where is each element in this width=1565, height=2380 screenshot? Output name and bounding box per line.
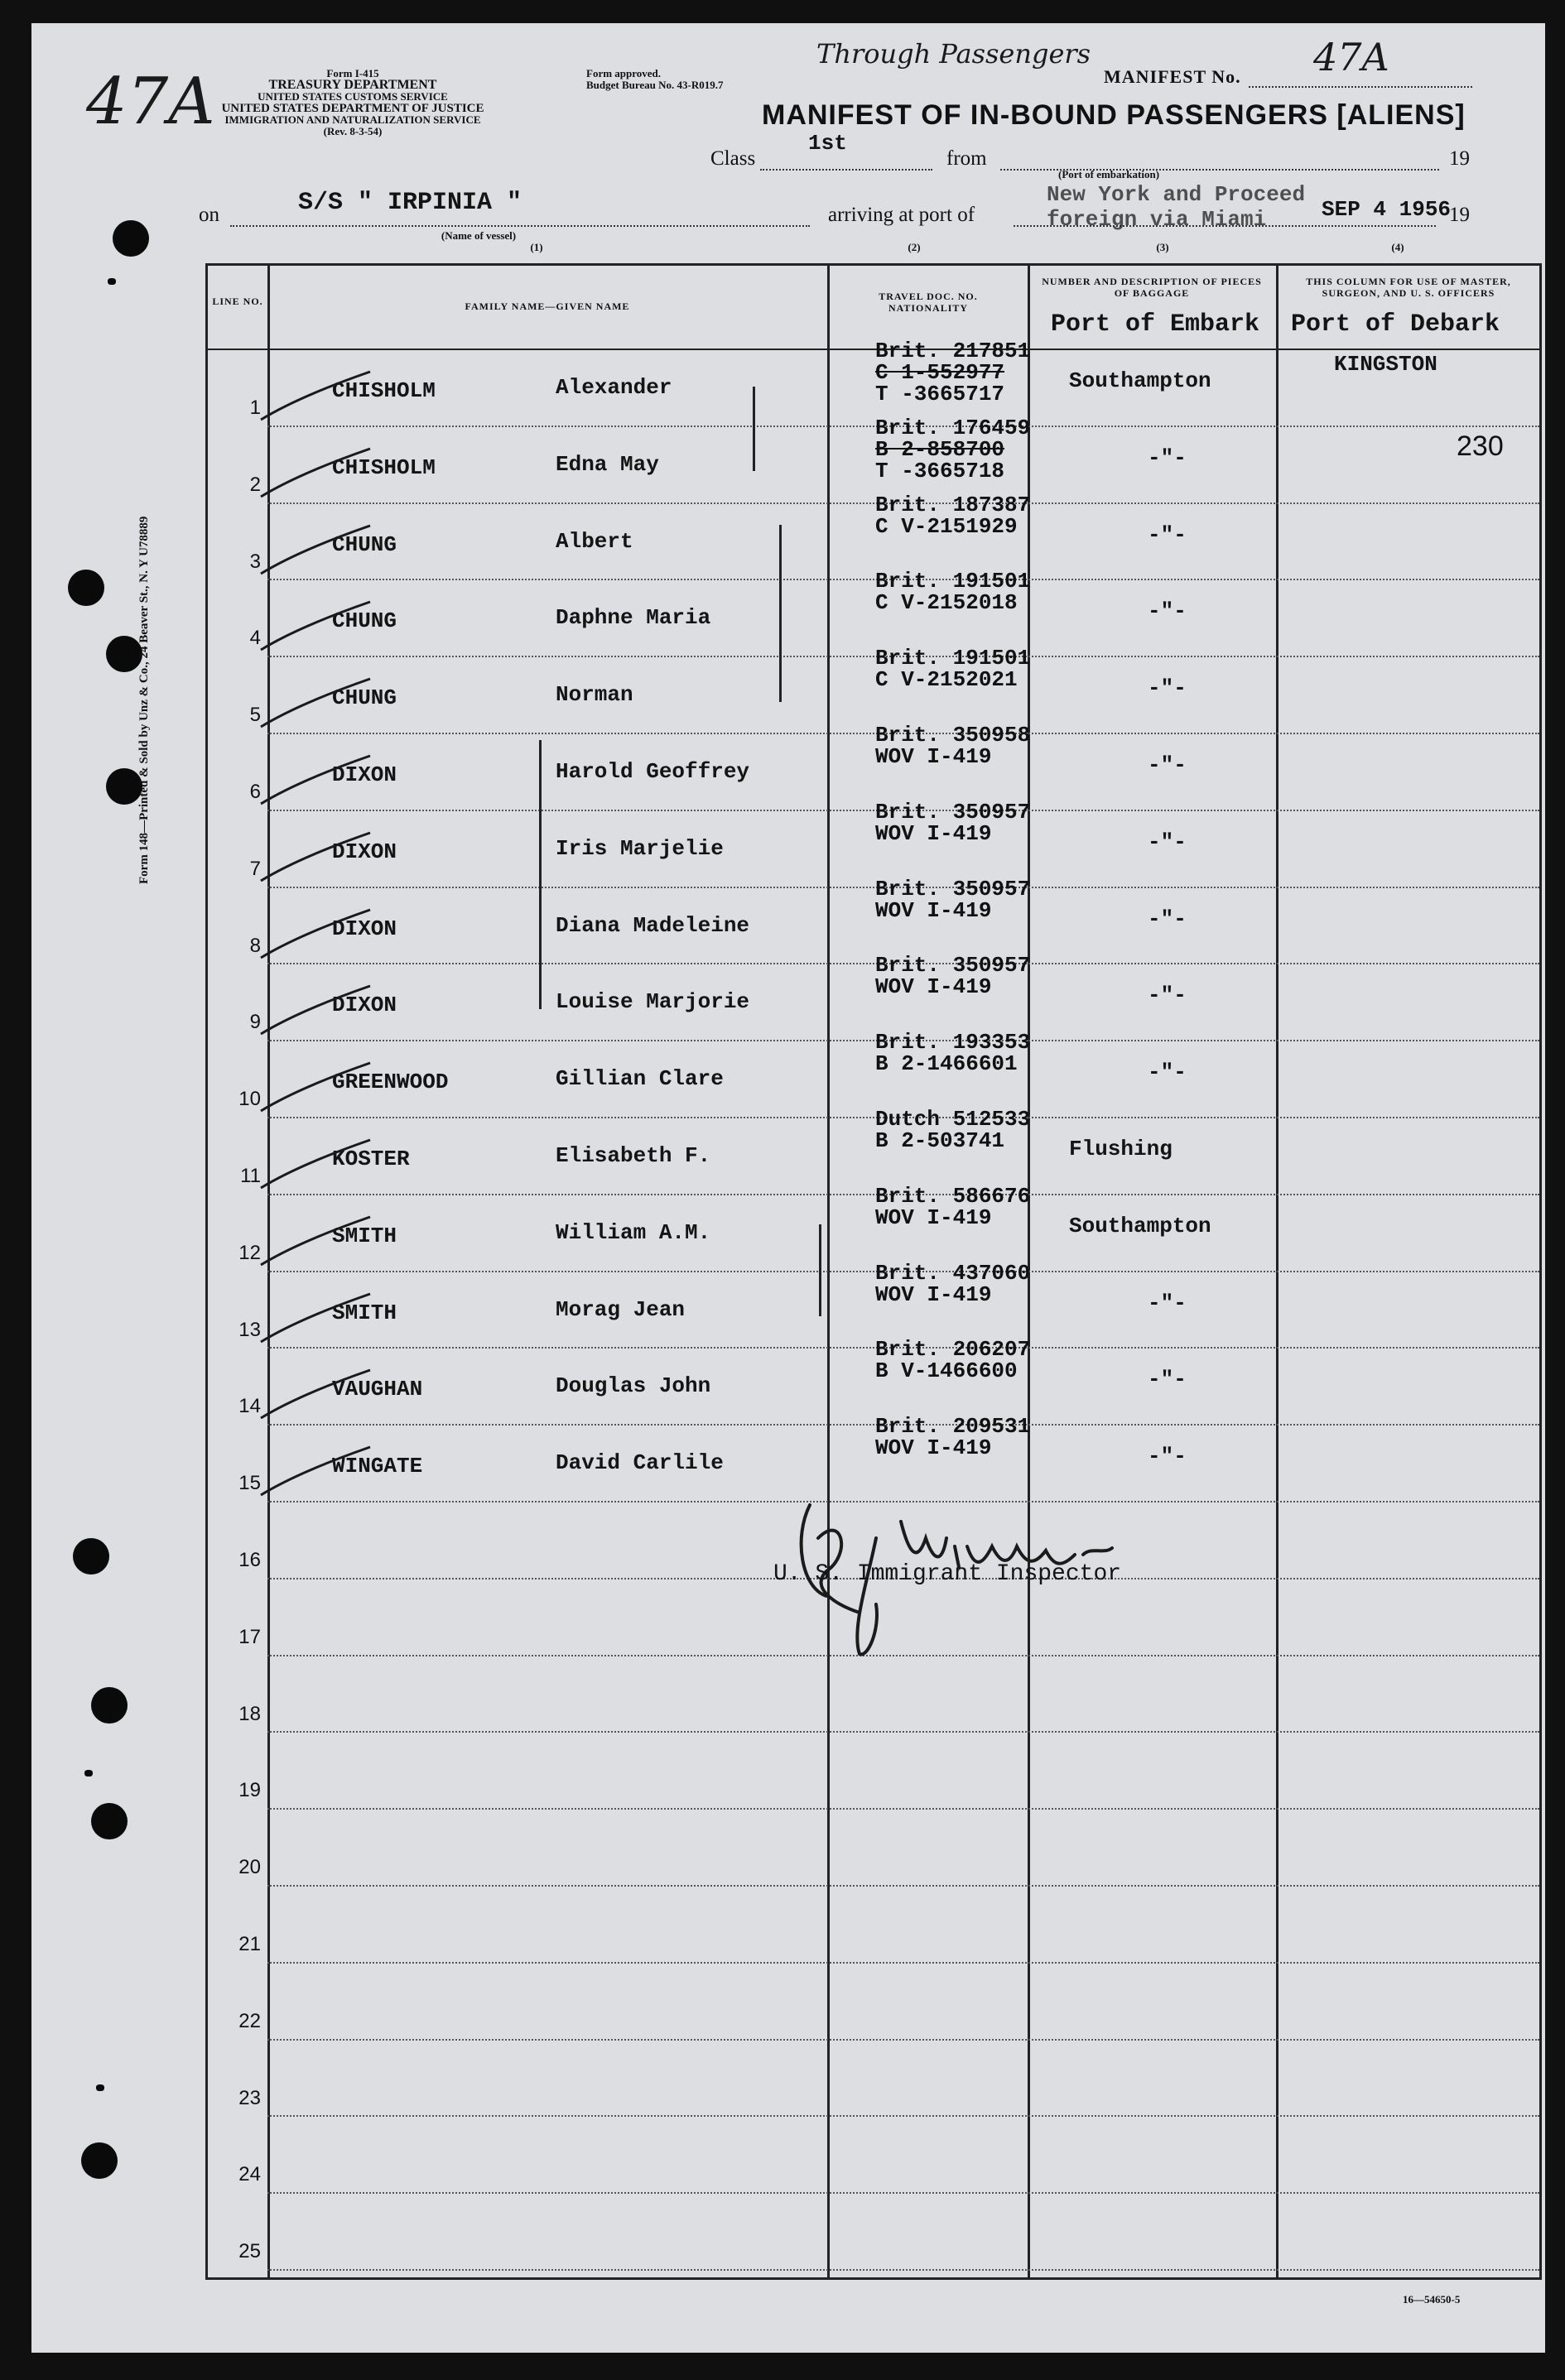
baggage-port: -"- bbox=[1148, 445, 1187, 470]
check-mark bbox=[258, 752, 373, 810]
customs-service: UNITED STATES CUSTOMS SERVICE bbox=[258, 90, 448, 103]
col-ref-1: (1) bbox=[530, 241, 543, 253]
travel-doc-1: Brit. 206207 bbox=[875, 1337, 1031, 1363]
travel-doc-1: Brit. 217851 bbox=[875, 339, 1031, 363]
travel-doc-1: Brit. 187387 bbox=[875, 492, 1031, 517]
arriving-label: arriving at port of bbox=[828, 204, 975, 226]
punch-hole bbox=[91, 1687, 128, 1724]
given-name: Diana Madeleine bbox=[556, 912, 750, 938]
col-ref-3: (3) bbox=[1156, 241, 1169, 253]
travel-doc-1: Brit. 191501 bbox=[875, 569, 1031, 594]
travel-doc-2: B 2-503741 bbox=[875, 1128, 1005, 1153]
check-mark bbox=[258, 522, 373, 580]
ink-mark bbox=[96, 2084, 104, 2091]
col-ref-4: (4) bbox=[1391, 241, 1404, 253]
treasury-dept: TREASURY DEPARTMENT bbox=[268, 78, 437, 92]
ins-service: IMMIGRATION AND NATURALIZATION SERVICE bbox=[224, 113, 481, 126]
family-name: SMITH bbox=[332, 1300, 397, 1325]
row-rule bbox=[267, 2115, 1539, 2117]
travel-doc-2: C V-2152021 bbox=[875, 667, 1018, 693]
family-name: VAUGHAN bbox=[332, 1377, 423, 1402]
vessel-name: S/S " IRPINIA " bbox=[298, 189, 522, 217]
given-name: Harold Geoffrey bbox=[556, 759, 750, 784]
given-name: Albert bbox=[556, 528, 633, 554]
travel-doc-2: C V-2152018 bbox=[875, 590, 1018, 616]
given-name: Norman bbox=[556, 682, 633, 708]
check-mark bbox=[258, 829, 373, 887]
row-rule bbox=[267, 1885, 1539, 1887]
inspector-title: U. S. Immigrant Inspector bbox=[773, 1561, 1122, 1587]
travel-doc-2: WOV I-419 bbox=[875, 744, 992, 769]
ink-mark bbox=[84, 1770, 93, 1777]
travel-doc-2: B 2-1466601 bbox=[875, 1051, 1018, 1077]
line-number: 9 bbox=[249, 1011, 261, 1034]
line-number: 15 bbox=[238, 1472, 261, 1495]
revision: (Rev. 8-3-54) bbox=[323, 125, 383, 137]
line-number: 14 bbox=[238, 1395, 261, 1418]
class-label: Class bbox=[710, 147, 756, 170]
line-number: 3 bbox=[249, 550, 261, 573]
line-number: 7 bbox=[249, 857, 261, 880]
punch-hole bbox=[73, 1538, 109, 1575]
check-mark bbox=[258, 1444, 373, 1502]
given-name: Morag Jean bbox=[556, 1296, 686, 1322]
passenger-table bbox=[205, 263, 1542, 2280]
line-number: 16 bbox=[238, 1549, 261, 1571]
line-number: 10 bbox=[238, 1088, 261, 1111]
given-name: Douglas John bbox=[556, 1373, 711, 1399]
family-name: CHISHOLM bbox=[332, 378, 436, 403]
travel-doc-2: WOV I-419 bbox=[875, 1435, 992, 1461]
side-print-wrapper bbox=[137, 516, 171, 917]
vessel-caption: (Name of vessel) bbox=[441, 229, 517, 242]
row-rule bbox=[267, 1962, 1539, 1964]
line-number: 8 bbox=[249, 934, 261, 957]
header-official-typed: Port of Debark bbox=[1291, 310, 1500, 339]
embark-line-1: New York and Proceed bbox=[1047, 182, 1306, 207]
baggage-port: -"- bbox=[1148, 752, 1187, 777]
header-baggage: NUMBER AND DESCRIPTION OF PIECES OF BAGGAGE bbox=[1042, 276, 1262, 299]
baggage-port: -"- bbox=[1148, 906, 1187, 931]
travel-doc-1: Brit. 193353 bbox=[875, 1030, 1031, 1055]
given-name: William A.M. bbox=[556, 1219, 711, 1245]
row-rule bbox=[267, 2269, 1539, 2271]
travel-doc-3: T -3665718 bbox=[875, 458, 1005, 483]
baggage-port: -"- bbox=[1148, 522, 1187, 547]
on-label: on bbox=[199, 204, 219, 226]
baggage-port: Southampton bbox=[1069, 368, 1211, 393]
punch-hole bbox=[91, 1803, 128, 1839]
given-name: Gillian Clare bbox=[556, 1066, 724, 1092]
travel-doc-2: WOV I-419 bbox=[875, 1204, 992, 1230]
family-bracket bbox=[539, 740, 542, 1009]
budget-bureau: Budget Bureau No. 43-R019.7 bbox=[586, 79, 724, 91]
family-name: WINGATE bbox=[332, 1454, 423, 1479]
manifest-no-line bbox=[1249, 86, 1472, 88]
line-number: 18 bbox=[238, 1702, 261, 1725]
travel-doc-2: C V-2151929 bbox=[875, 513, 1018, 539]
baggage-port: -"- bbox=[1148, 983, 1187, 1008]
travel-doc-1: Brit. 209531 bbox=[875, 1414, 1031, 1440]
travel-doc-2: WOV I-419 bbox=[875, 974, 992, 1000]
line-number: 17 bbox=[238, 1625, 261, 1648]
family-name: SMITH bbox=[332, 1223, 397, 1248]
ink-mark bbox=[108, 278, 116, 285]
check-mark bbox=[258, 599, 373, 656]
line-number: 2 bbox=[249, 473, 261, 496]
page-mark-handwritten: 47A bbox=[86, 65, 215, 139]
header-line-no: LINE NO. bbox=[212, 296, 263, 307]
from-label: from bbox=[946, 147, 987, 170]
family-name: KOSTER bbox=[332, 1147, 410, 1171]
justice-dept: UNITED STATES DEPARTMENT OF JUSTICE bbox=[221, 102, 484, 115]
baggage-port: Flushing bbox=[1069, 1137, 1173, 1161]
travel-doc-2: B V-1466600 bbox=[875, 1358, 1018, 1384]
given-name: Edna May bbox=[556, 451, 659, 477]
line-number: 24 bbox=[238, 2163, 261, 2186]
check-mark bbox=[258, 1367, 373, 1425]
given-name: David Carlile bbox=[556, 1450, 724, 1476]
header-name: FAMILY NAME—GIVEN NAME bbox=[465, 301, 630, 312]
embark-caption: (Port of embarkation) bbox=[1058, 168, 1160, 180]
line-number: 11 bbox=[240, 1165, 261, 1187]
check-mark bbox=[258, 445, 373, 503]
footer-code: 16—54650-5 bbox=[1403, 2293, 1461, 2305]
check-mark bbox=[258, 1291, 373, 1349]
year-prefix-2: 19 bbox=[1449, 204, 1470, 226]
family-name: CHUNG bbox=[332, 531, 397, 557]
line-number: 4 bbox=[249, 627, 261, 650]
col-ref-2: (2) bbox=[908, 241, 921, 253]
side-print: Form 148—Printed & Sold by Unz & Co., 24 Beaver St., N. Y U78889 bbox=[137, 516, 151, 884]
travel-doc-1: Brit. 350957 bbox=[875, 876, 1031, 902]
family-bracket bbox=[819, 1224, 821, 1316]
line-number: 19 bbox=[238, 1779, 261, 1802]
travel-doc-1: Brit. 176459 bbox=[875, 415, 1031, 440]
family-name: GREENWOOD bbox=[332, 1070, 449, 1095]
header-divider bbox=[208, 349, 1539, 350]
line-number: 6 bbox=[249, 781, 261, 803]
approval-block bbox=[586, 68, 777, 91]
family-name: DIXON bbox=[332, 916, 397, 941]
check-mark bbox=[258, 676, 373, 733]
line-number: 12 bbox=[238, 1241, 261, 1264]
header-official: THIS COLUMN FOR USE OF MASTER, SURGEON, AND U. S. OFFICERS bbox=[1306, 276, 1511, 299]
given-name: Daphne Maria bbox=[556, 605, 711, 631]
family-name: CHISHOLM bbox=[332, 454, 436, 480]
given-name: Elisabeth F. bbox=[556, 1143, 711, 1168]
line-number: 21 bbox=[238, 1933, 261, 1955]
travel-doc-2: WOV I-419 bbox=[875, 1281, 992, 1307]
row-rule bbox=[267, 2192, 1539, 2194]
class-value: 1st bbox=[808, 131, 847, 156]
travel-doc-1: Brit. 586676 bbox=[875, 1183, 1031, 1209]
travel-doc-2: WOV I-419 bbox=[875, 820, 992, 846]
punch-hole bbox=[81, 2142, 118, 2179]
line-number: 20 bbox=[238, 1856, 261, 1879]
travel-doc-1: Brit. 350957 bbox=[875, 799, 1031, 825]
baggage-port: -"- bbox=[1148, 829, 1187, 854]
baggage-port: Southampton bbox=[1069, 1213, 1211, 1238]
travel-doc-2: C 1-552977 bbox=[875, 360, 1005, 385]
embark-line-2: foreign via Miami bbox=[1047, 207, 1267, 232]
manifest-title: MANIFEST OF IN-BOUND PASSENGERS [ALIENS] bbox=[762, 99, 1466, 131]
through-passengers-note: Through Passengers bbox=[816, 38, 1091, 70]
travel-doc-1: Brit. 350957 bbox=[875, 953, 1031, 978]
line-number: 25 bbox=[238, 2240, 261, 2263]
given-name: Iris Marjelie bbox=[556, 835, 724, 861]
line-number: 23 bbox=[238, 2086, 261, 2109]
debark-port: 230 bbox=[1457, 430, 1504, 462]
agency-block bbox=[179, 68, 527, 137]
manifest-sheet bbox=[31, 23, 1545, 2353]
given-name: Alexander bbox=[556, 375, 672, 400]
baggage-port: -"- bbox=[1148, 1290, 1187, 1315]
baggage-port: -"- bbox=[1148, 1060, 1187, 1085]
vessel-line bbox=[230, 225, 810, 227]
manifest-no-value: 47A bbox=[1313, 35, 1389, 79]
check-mark bbox=[258, 983, 373, 1041]
line-number: 13 bbox=[238, 1318, 261, 1341]
line-number: 1 bbox=[249, 397, 261, 419]
class-line bbox=[760, 169, 932, 171]
punch-hole bbox=[113, 220, 149, 257]
baggage-port: -"- bbox=[1148, 1444, 1187, 1469]
travel-doc-2: WOV I-419 bbox=[875, 897, 992, 923]
row-rule bbox=[267, 2039, 1539, 2041]
family-name: CHUNG bbox=[332, 608, 397, 634]
family-bracket bbox=[779, 525, 782, 701]
year-prefix-1: 19 bbox=[1449, 147, 1470, 170]
manifest-no-label: MANIFEST No. bbox=[1104, 66, 1241, 87]
family-name: DIXON bbox=[332, 839, 397, 864]
check-mark bbox=[258, 906, 373, 964]
debark-port: KINGSTON bbox=[1334, 352, 1437, 377]
travel-doc-1: Brit. 437060 bbox=[875, 1260, 1031, 1286]
travel-doc-1: Brit. 350958 bbox=[875, 723, 1031, 748]
row-rule bbox=[267, 1808, 1539, 1810]
travel-doc-1: Brit. 191501 bbox=[875, 646, 1031, 671]
family-bracket bbox=[753, 387, 755, 471]
baggage-port: -"- bbox=[1148, 676, 1187, 701]
check-mark bbox=[258, 1137, 373, 1195]
form-approved: Form approved. bbox=[586, 67, 662, 79]
travel-doc-1: Dutch 512533 bbox=[875, 1107, 1031, 1132]
line-number: 22 bbox=[238, 2009, 261, 2032]
baggage-port: -"- bbox=[1148, 1367, 1187, 1392]
check-mark bbox=[258, 1060, 373, 1118]
line-number: 5 bbox=[249, 704, 261, 727]
family-name: CHUNG bbox=[332, 685, 397, 711]
check-mark bbox=[258, 1214, 373, 1272]
travel-doc-3: T -3665717 bbox=[875, 382, 1005, 406]
family-name: DIXON bbox=[332, 993, 397, 1018]
check-mark bbox=[258, 368, 373, 426]
header-baggage-typed: Port of Embark bbox=[1051, 310, 1260, 339]
row-rule bbox=[267, 1731, 1539, 1733]
travel-doc-2: B 2-858700 bbox=[875, 436, 1005, 462]
arrival-date: SEP 4 1956 bbox=[1322, 197, 1452, 222]
header-travel-doc: TRAVEL DOC. NO. NATIONALITY bbox=[879, 291, 978, 314]
punch-hole bbox=[68, 570, 104, 606]
given-name: Louise Marjorie bbox=[556, 989, 750, 1015]
form-number: Form I-415 bbox=[326, 67, 379, 79]
baggage-port: -"- bbox=[1148, 599, 1187, 624]
family-name: DIXON bbox=[332, 762, 397, 787]
